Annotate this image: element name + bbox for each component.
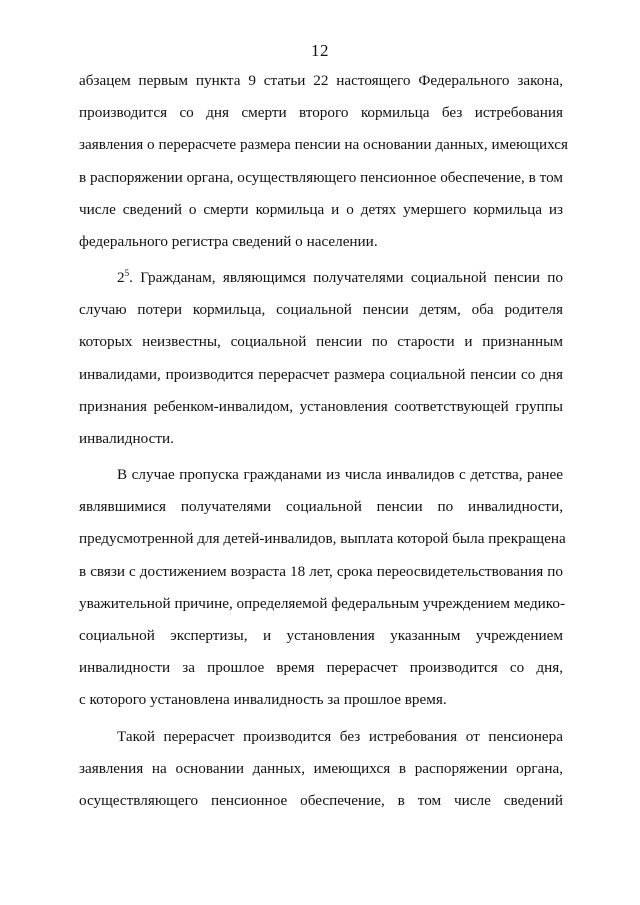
text-line: уважительной причине, определяемой федеральным учреждением медико- bbox=[79, 594, 566, 612]
paragraph-continuation bbox=[79, 71, 569, 264]
paragraph-recalculation bbox=[79, 727, 563, 824]
text-line: В случае пропуска гражданами из числа инвалидов с детства, ранее bbox=[117, 466, 563, 483]
text-line: с которого установлена инвалидность за прошлое время. bbox=[79, 691, 447, 709]
page-number: 12 bbox=[311, 41, 329, 60]
text-fragment: . Гражданам, являющимся получателями социальной пенсии по bbox=[129, 269, 563, 286]
text-line: социальной экспертизы, и установления указанным учреждением bbox=[79, 626, 563, 644]
text-line-first bbox=[79, 268, 563, 300]
text-line: которых неизвестны, социальной пенсии по старости и признанным bbox=[79, 333, 563, 351]
text-line: инвалидами, производится перерасчет размера социальной пенсии со дня bbox=[79, 365, 563, 383]
text-line: являвшимися получателями социальной пенсии по инвалидности, bbox=[79, 498, 563, 516]
text-line: в связи с достижением возраста 18 лет, срока переосвидетельствования по bbox=[79, 562, 563, 580]
text-line: признания ребенком-инвалидом, установления соответствующей группы bbox=[79, 397, 563, 415]
text-line: абзацем первым пункта 9 статьи 22 настоящего Федерального закона, bbox=[79, 72, 563, 89]
text-line: осуществляющего пенсионное обеспечение, в том числе сведений bbox=[79, 792, 563, 810]
text-line: случаю потери кормильца, социальной пенсии детям, оба родителя bbox=[79, 301, 563, 319]
text-line: заявления на основании данных, имеющихся в распоряжении органа, bbox=[79, 760, 563, 778]
text-line: производится со дня смерти второго кормильца без истребования bbox=[79, 104, 563, 122]
item-superscript: 5 bbox=[124, 268, 130, 278]
text-line: федерального регистра сведений о населении. bbox=[79, 232, 378, 250]
text-line: заявления о перерасчете размера пенсии на основании данных, имеющихся bbox=[79, 136, 569, 154]
text-line: Такой перерасчет производится без истребования от пенсионера bbox=[117, 728, 563, 745]
item-number: 2 bbox=[117, 269, 125, 286]
paragraph-disability-from-childhood bbox=[79, 465, 566, 723]
text-line: в распоряжении органа, осуществляющего пенсионное обеспечение, в том bbox=[79, 168, 563, 186]
paragraph-item-2-5 bbox=[79, 268, 563, 461]
text-line: числе сведений о смерти кормильца и о детях умершего кормильца из bbox=[79, 200, 563, 218]
text-line: предусмотренной для детей-инвалидов, выплата которой была прекращена bbox=[79, 530, 566, 548]
text-line: инвалидности за прошлое время перерасчет производится со дня, bbox=[79, 659, 563, 677]
text-line: инвалидности. bbox=[79, 429, 174, 447]
